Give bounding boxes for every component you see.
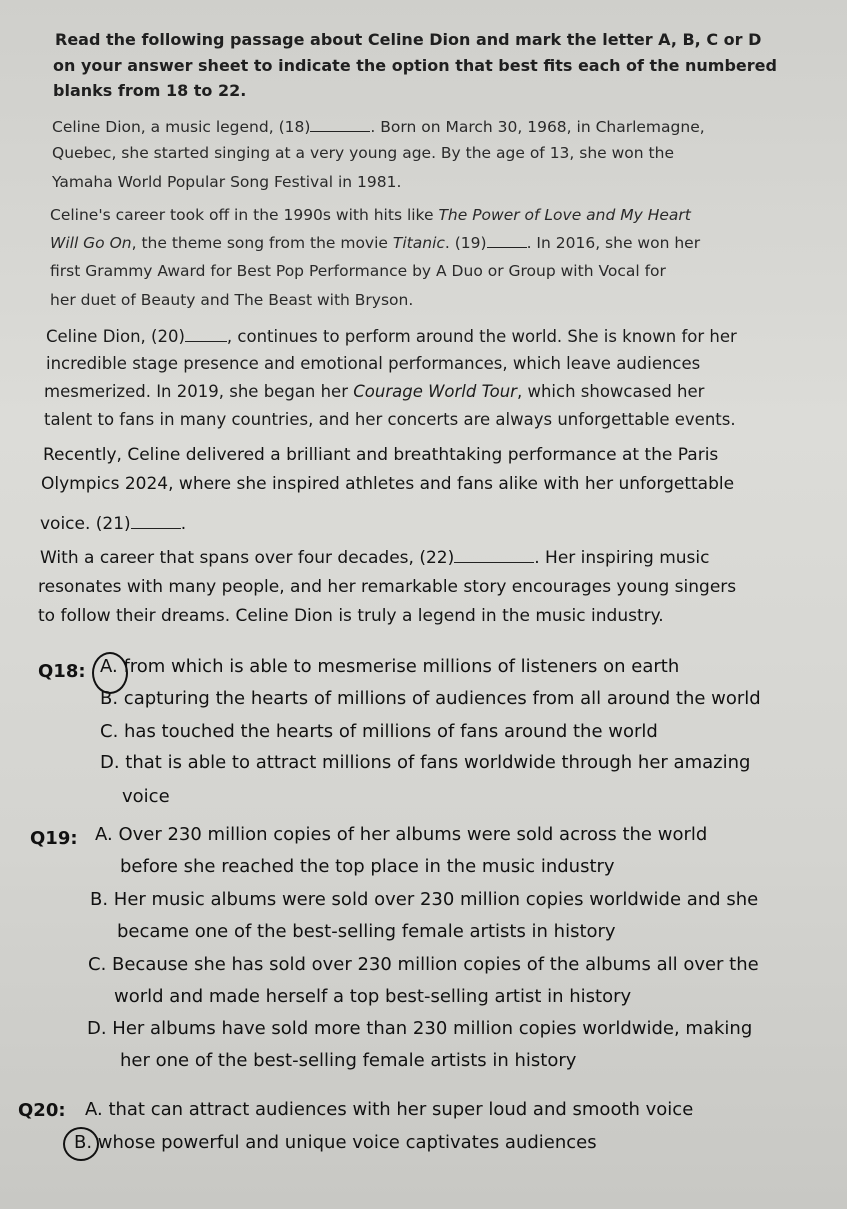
passage-p4-line-1: Recently, Celine delivered a brilliant and breathtaking performance at the Paris	[43, 445, 719, 465]
passage-p2-line-1: Celine's career took off in the 1990s with hits like The Power of Love and My Heart	[50, 206, 691, 224]
passage-p5-line-1: With a career that spans over four decades, (22) . Her inspiring music	[40, 548, 710, 568]
q19-option-d-line-1: D. Her albums have sold more than 230 million copies worldwide, making	[87, 1018, 753, 1039]
blank-19	[487, 246, 527, 248]
passage-p5-line-2: resonates with many people, and her remarkable story encourages young singers	[38, 577, 737, 597]
q19-option-c-line-2: world and made herself a top best-selling artist in history	[114, 986, 632, 1007]
passage-p2-line-2: Will Go On, the theme song from the movie Titanic. (19) . In 2016, she won her	[50, 234, 701, 252]
q19-option-d-line-2: her one of the best-selling female artists in history	[120, 1050, 577, 1071]
q20-option-b: B. whose powerful and unique voice captivates audiences	[74, 1132, 597, 1153]
passage-p2-line-3: first Grammy Award for Best Pop Performance by A Duo or Group with Vocal for	[50, 262, 666, 280]
q18-option-d-line-1: D. that is able to attract millions of fans worldwide through her amazing	[100, 752, 751, 773]
passage-p1-line-2: Quebec, she started singing at a very young age. By the age of 13, she won the	[52, 144, 674, 162]
passage-p3-line-2: incredible stage presence and emotional performances, which leave audiences	[46, 354, 701, 373]
instruction-line-3: blanks from 18 to 22.	[53, 81, 247, 100]
blank-18	[310, 130, 370, 132]
q19-option-b-line-2: became one of the best-selling female artists in history	[117, 921, 616, 942]
passage-p2-line-4: her duet of Beauty and The Beast with Bryson.	[50, 291, 414, 309]
instruction-line-1: Read the following passage about Celine Dion and mark the letter A, B, C or D	[55, 30, 762, 49]
passage-p3-line-3: mesmerized. In 2019, she began her Courage World Tour, which showcased her	[44, 382, 705, 401]
q19-option-a-line-1: A. Over 230 million copies of her albums were sold across the world	[95, 824, 708, 845]
passage-p4-line-2: Olympics 2024, where she inspired athletes and fans alike with her unforgettable	[41, 474, 735, 494]
q19-option-b-line-1: B. Her music albums were sold over 230 million copies worldwide and she	[90, 889, 759, 910]
q18-option-d-line-2: voice	[122, 786, 170, 807]
passage-p3-line-4: talent to fans in many countries, and her concerts are always unforgettable events.	[44, 410, 736, 429]
passage-p1-line-3: Yamaha World Popular Song Festival in 1981.	[52, 173, 402, 191]
q20-option-a: A. that can attract audiences with her super loud and smooth voice	[85, 1099, 694, 1120]
passage-p4-line-3: voice. (21) .	[40, 514, 187, 534]
q19-option-a-line-2: before she reached the top place in the music industry	[120, 856, 615, 877]
question-19-label: Q19:	[30, 828, 78, 849]
q18-option-b: B. capturing the hearts of millions of audiences from all around the world	[100, 688, 761, 709]
passage-p1-line-1: Celine Dion, a music legend, (18) . Born on March 30, 1968, in Charlemagne,	[52, 118, 705, 136]
blank-21	[131, 527, 181, 529]
passage-p5-line-3: to follow their dreams. Celine Dion is truly a legend in the music industry.	[38, 606, 664, 626]
q18-option-c: C. has touched the hearts of millions of fans around the world	[100, 721, 658, 742]
q18-option-a: A. from which is able to mesmerise millions of listeners on earth	[100, 656, 680, 677]
blank-20	[185, 340, 227, 342]
question-20-label: Q20:	[18, 1100, 66, 1121]
instruction-line-2: on your answer sheet to indicate the option that best fits each of the numbered	[53, 56, 777, 75]
q19-option-c-line-1: C. Because she has sold over 230 million copies of the albums all over the	[88, 954, 759, 975]
passage-p3-line-1: Celine Dion, (20) , continues to perform around the world. She is known for her	[46, 327, 737, 346]
blank-22	[454, 561, 534, 563]
question-18-label: Q18:	[38, 661, 86, 682]
